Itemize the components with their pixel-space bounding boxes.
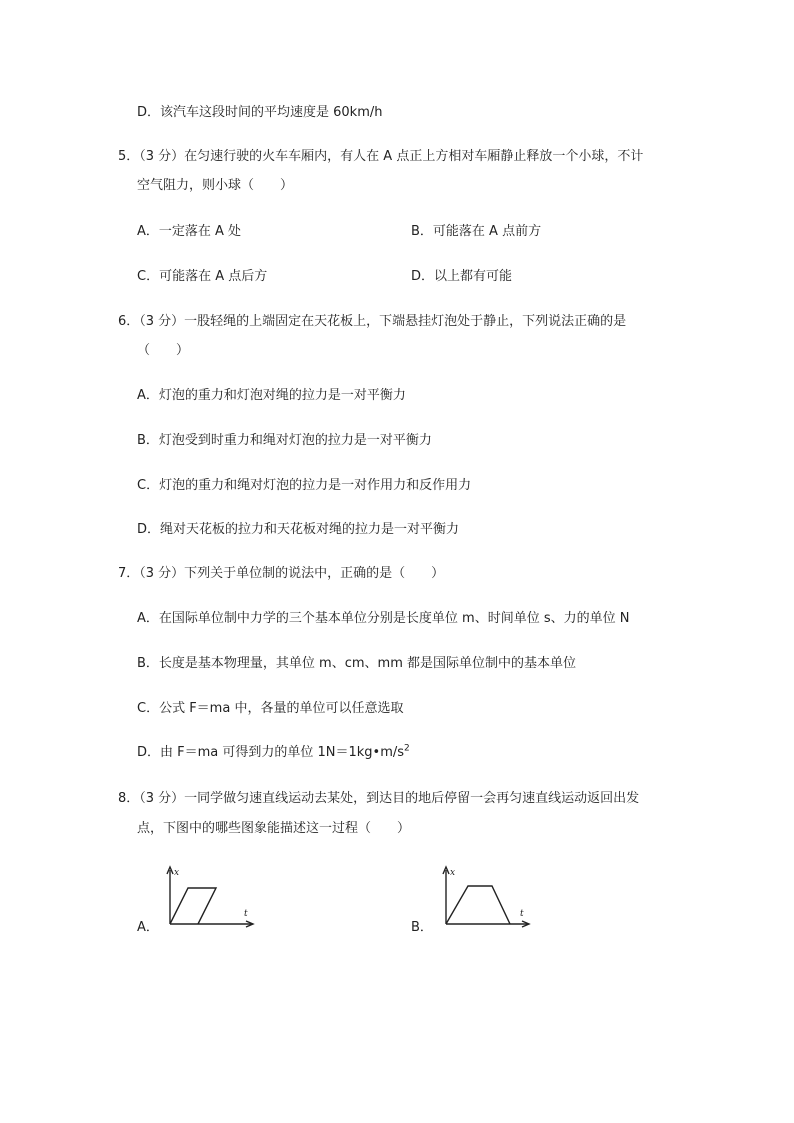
q5-option-a: A．一定落在 A 处 (137, 224, 242, 239)
q6-option-a: A．灯泡的重力和灯泡对绳的拉力是一对平衡力 (137, 388, 406, 403)
graph-b-y-label: x (450, 868, 456, 878)
q8-option-a-label: A． (137, 920, 159, 935)
q6-option-c: C．灯泡的重力和绳对灯泡的拉力是一对作用力和反作用力 (137, 478, 472, 493)
graph-a-y-label: x (174, 868, 180, 878)
q5-stem-line2: 空气阻力，则小球（ ） (137, 178, 294, 193)
q8-stem-line1: 8．（3 分）一同学做匀速直线运动去某处，到达目的地后停留一会再匀速直线运动返回出发 (118, 791, 640, 806)
q7-option-a: A．在国际单位制中力学的三个基本单位分别是长度单位 m、时间单位 s、力的单位 N (137, 611, 630, 626)
q8-option-b-label: B． (411, 920, 433, 935)
q4-option-d: D．该汽车这段时间的平均速度是 60km/h (137, 105, 383, 120)
q8-graph-b (434, 864, 534, 930)
q7-stem-line1: 7．（3 分）下列关于单位制的说法中，正确的是（ ） (118, 566, 445, 581)
q7-option-d (137, 744, 410, 762)
q6-option-d: D．绳对天花板的拉力和天花板对绳的拉力是一对平衡力 (137, 522, 460, 537)
graph-a-trace (170, 888, 216, 924)
q7-option-d-exponent: 2 (404, 743, 410, 754)
q7-option-d-text: D．由 F＝ma 可得到力的单位 1N＝1kg•m/s (137, 745, 405, 760)
q6-stem-line2: （ ） (137, 343, 190, 358)
q6-stem-line1: 6．（3 分）一股轻绳的上端固定在天花板上，下端悬挂灯泡处于静止，下列说法正确的是 (118, 314, 627, 329)
q5-option-c: C．可能落在 A 点后方 (137, 269, 268, 284)
q7-option-b: B．长度是基本物理量，其单位 m、cm、mm 都是国际单位制中的基本单位 (137, 656, 576, 671)
q8-stem-line2: 点，下图中的哪些图象能描述这一过程（ ） (137, 821, 411, 836)
q7-option-c: C．公式 F＝ma 中，各量的单位可以任意选取 (137, 701, 404, 716)
q6-option-b: B．灯泡受到时重力和绳对灯泡的拉力是一对平衡力 (137, 433, 432, 448)
graph-b-trace (446, 886, 510, 924)
q5-option-b: B．可能落在 A 点前方 (411, 224, 542, 239)
q5-option-d: D．以上都有可能 (411, 269, 513, 284)
graph-b-x-label: t (520, 909, 524, 919)
q8-graph-a (158, 864, 258, 930)
q5-stem-line1: 5．（3 分）在匀速行驶的火车车厢内，有人在 A 点正上方相对车厢静止释放一个小球，不计 (118, 149, 644, 164)
graph-a-x-label: t (244, 909, 248, 919)
